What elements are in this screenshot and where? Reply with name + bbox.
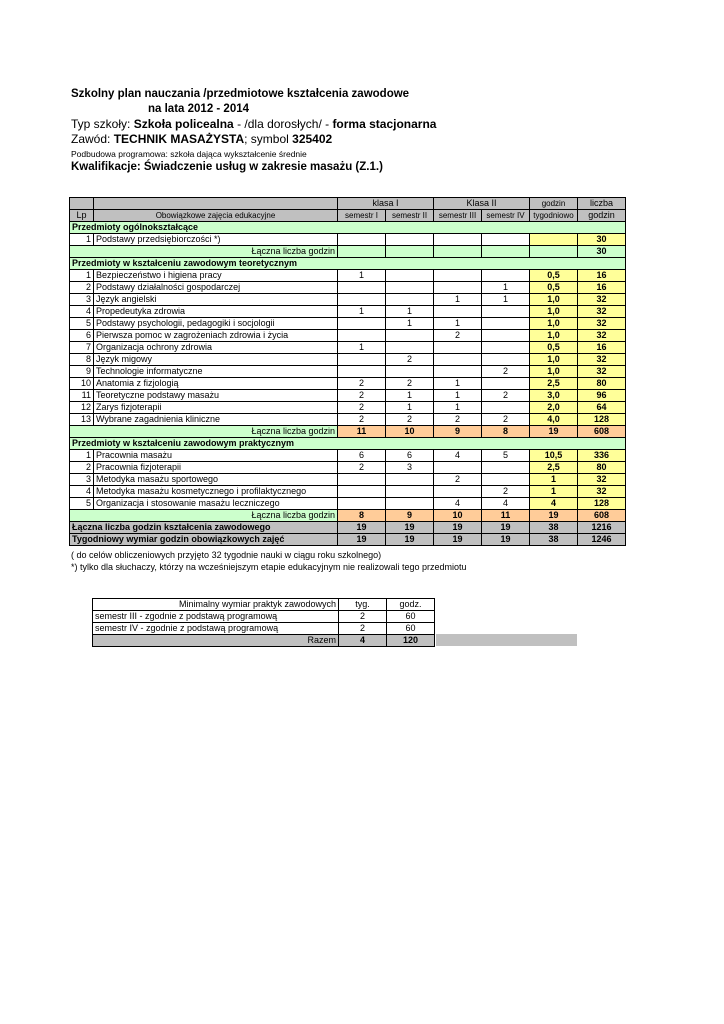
table-row <box>70 474 626 486</box>
row-weekly <box>530 234 578 246</box>
row-s3 <box>434 462 482 474</box>
row-total: 32 <box>578 486 626 498</box>
practice-sum-weeks: 4 <box>339 635 387 647</box>
practice-gray-bar <box>436 634 577 646</box>
section-title: Przedmioty w kształceniu zawodowym praktycznym <box>70 438 626 450</box>
row-s1 <box>338 498 386 510</box>
total-weekly-row-s1: 19 <box>338 534 386 546</box>
sum-s2: 10 <box>386 426 434 438</box>
practice-weeks: 2 <box>339 623 387 635</box>
sum-s2: 9 <box>386 510 434 522</box>
row-s4 <box>482 462 530 474</box>
total-vocational-row-week: 38 <box>530 522 578 534</box>
row-s4: 2 <box>482 486 530 498</box>
table-row <box>70 450 626 462</box>
row-weekly: 2,5 <box>530 378 578 390</box>
sum-s4: 11 <box>482 510 530 522</box>
row-s1 <box>338 282 386 294</box>
row-s1: 1 <box>338 306 386 318</box>
practice-hours: 60 <box>387 623 435 635</box>
row-s4 <box>482 378 530 390</box>
row-s4 <box>482 474 530 486</box>
practice-row <box>93 611 435 623</box>
footnote-asterisk: *) tylko dla słuchaczy, którzy na wcześniejszym etapie edukacyjnym nie realizowali tego przedmiotu <box>71 562 467 572</box>
row-s4 <box>482 342 530 354</box>
school-type-label: Typ szkoły: <box>71 117 134 131</box>
row-subject: Wybrane zagadnienia kliniczne <box>94 414 338 426</box>
row-weekly: 0,5 <box>530 342 578 354</box>
sum-s1 <box>338 246 386 258</box>
row-subject: Pierwsza pomoc w zagrożeniach zdrowia i życia <box>94 330 338 342</box>
row-weekly: 1,0 <box>530 330 578 342</box>
practice-label: semestr III - zgodnie z podstawą programową <box>93 611 339 623</box>
row-lp: 1 <box>70 234 94 246</box>
table-row <box>70 402 626 414</box>
row-s4 <box>482 354 530 366</box>
row-s1: 2 <box>338 402 386 414</box>
row-subject: Pracownia fizjoterapii <box>94 462 338 474</box>
section-title: Przedmioty w kształceniu zawodowym teoretycznym <box>70 258 626 270</box>
row-lp: 2 <box>70 282 94 294</box>
row-total: 64 <box>578 402 626 414</box>
practice-row <box>93 623 435 635</box>
row-s4: 2 <box>482 390 530 402</box>
sum-s4 <box>482 246 530 258</box>
row-subject: Anatomia z fizjologią <box>94 378 338 390</box>
footnote-weeks: ( do celów obliczeniowych przyjęto 32 tygodnie nauki w ciągu roku szkolnego) <box>71 550 382 560</box>
sum-weekly <box>530 246 578 258</box>
row-lp: 7 <box>70 342 94 354</box>
row-weekly: 4 <box>530 498 578 510</box>
sum-s1: 11 <box>338 426 386 438</box>
row-s3 <box>434 342 482 354</box>
row-weekly: 0,5 <box>530 282 578 294</box>
row-lp: 9 <box>70 366 94 378</box>
row-subject: Organizacja i stosowanie masażu leczniczego <box>94 498 338 510</box>
table-row <box>70 486 626 498</box>
table-row <box>70 342 626 354</box>
school-type-mid: - /dla dorosłych/ - <box>233 117 333 131</box>
header-semester-3: semestr III <box>434 210 482 222</box>
row-total: 128 <box>578 414 626 426</box>
row-total: 80 <box>578 378 626 390</box>
row-s2 <box>386 342 434 354</box>
row-s4 <box>482 402 530 414</box>
school-form: forma stacjonarna <box>332 117 437 131</box>
header-tygodniowo: tygodniowo <box>530 210 578 222</box>
row-lp: 4 <box>70 486 94 498</box>
row-s3 <box>434 366 482 378</box>
total-weekly-row-total: 1246 <box>578 534 626 546</box>
row-s4 <box>482 270 530 282</box>
school-type <box>71 117 571 132</box>
total-weekly-row-s4: 19 <box>482 534 530 546</box>
row-s1: 1 <box>338 342 386 354</box>
row-s1 <box>338 294 386 306</box>
row-lp: 5 <box>70 498 94 510</box>
row-s3 <box>434 354 482 366</box>
total-weekly-row-s2: 19 <box>386 534 434 546</box>
sum-s1: 8 <box>338 510 386 522</box>
row-s2 <box>386 474 434 486</box>
row-s3: 4 <box>434 450 482 462</box>
table-row <box>70 390 626 402</box>
row-s1: 2 <box>338 378 386 390</box>
table-row <box>70 414 626 426</box>
total-vocational-row-total: 1216 <box>578 522 626 534</box>
school-type-value: Szkoła policealna <box>133 117 234 131</box>
row-weekly: 1,0 <box>530 318 578 330</box>
row-s3: 1 <box>434 390 482 402</box>
row-s4: 1 <box>482 282 530 294</box>
row-s2: 3 <box>386 462 434 474</box>
row-weekly: 1,0 <box>530 366 578 378</box>
header-subjects: Obowiązkowe zajęcia edukacyjne <box>94 210 338 222</box>
row-s1 <box>338 474 386 486</box>
row-subject: Metodyka masażu sportowego <box>94 474 338 486</box>
header-blank <box>70 198 94 210</box>
program-basis: Podbudowa programowa: szkoła dająca wykształcenie średnie <box>71 149 307 159</box>
section-header-row <box>70 258 626 270</box>
row-s4: 4 <box>482 498 530 510</box>
total-weekly-row-s3: 19 <box>434 534 482 546</box>
section-header-row <box>70 222 626 234</box>
row-total: 16 <box>578 282 626 294</box>
row-weekly: 2,5 <box>530 462 578 474</box>
row-s1: 2 <box>338 390 386 402</box>
footnotes <box>71 549 467 573</box>
table-row <box>70 306 626 318</box>
sum-s3: 9 <box>434 426 482 438</box>
row-total: 96 <box>578 390 626 402</box>
practice-label: semestr IV - zgodnie z podstawą programową <box>93 623 339 635</box>
row-s1 <box>338 318 386 330</box>
row-weekly: 4,0 <box>530 414 578 426</box>
table-row <box>70 234 626 246</box>
row-s4 <box>482 234 530 246</box>
row-weekly: 3,0 <box>530 390 578 402</box>
row-s3 <box>434 306 482 318</box>
practice-col-hours: godz. <box>387 599 435 611</box>
practice-header: Minimalny wymiar praktyk zawodowych <box>93 599 339 611</box>
sum-s4: 8 <box>482 426 530 438</box>
row-weekly: 1 <box>530 486 578 498</box>
row-lp: 8 <box>70 354 94 366</box>
row-weekly: 1 <box>530 474 578 486</box>
row-subject: Podstawy psychologii, pedagogiki i socjologii <box>94 318 338 330</box>
practice-sum-label: Razem <box>93 635 339 647</box>
row-s2: 2 <box>386 378 434 390</box>
row-total: 32 <box>578 318 626 330</box>
row-s3: 1 <box>434 402 482 414</box>
row-weekly: 2,0 <box>530 402 578 414</box>
total-vocational-row-s4: 19 <box>482 522 530 534</box>
sum-weekly: 19 <box>530 426 578 438</box>
header-godzin: godzin <box>530 198 578 210</box>
row-lp: 4 <box>70 306 94 318</box>
header-godzin-total: godzin <box>578 210 626 222</box>
row-subject: Podstawy działalności gospodarczej <box>94 282 338 294</box>
section-title: Przedmioty ogólnokształcące <box>70 222 626 234</box>
practice-sum-row <box>93 635 435 647</box>
row-s4 <box>482 318 530 330</box>
row-weekly: 1,0 <box>530 294 578 306</box>
row-s1 <box>338 366 386 378</box>
row-total: 336 <box>578 450 626 462</box>
table-row <box>70 378 626 390</box>
sum-row <box>70 426 626 438</box>
row-s2: 1 <box>386 390 434 402</box>
profession-label: Zawód: <box>71 132 114 146</box>
row-s2 <box>386 366 434 378</box>
row-lp: 13 <box>70 414 94 426</box>
sum-label: Łączna liczba godzin <box>70 246 338 258</box>
row-s3: 2 <box>434 330 482 342</box>
table-row <box>70 282 626 294</box>
row-weekly: 0,5 <box>530 270 578 282</box>
profession <box>71 132 571 147</box>
document-header <box>71 87 571 175</box>
table-row <box>70 270 626 282</box>
row-lp: 6 <box>70 330 94 342</box>
profession-mid: ; symbol <box>244 132 293 146</box>
row-s2: 1 <box>386 306 434 318</box>
row-s2 <box>386 270 434 282</box>
row-weekly: 1,0 <box>530 306 578 318</box>
total-weekly-row <box>70 534 626 546</box>
total-vocational-row-s1: 19 <box>338 522 386 534</box>
row-s4: 2 <box>482 366 530 378</box>
row-s3: 1 <box>434 318 482 330</box>
row-total: 32 <box>578 354 626 366</box>
sum-total: 30 <box>578 246 626 258</box>
row-subject: Podstawy przedsiębiorczości *) <box>94 234 338 246</box>
row-weekly: 1,0 <box>530 354 578 366</box>
practice-hours: 60 <box>387 611 435 623</box>
total-weekly-row-label: Tygodniowy wymiar godzin obowiązkowych zajęć <box>70 534 338 546</box>
row-s1 <box>338 330 386 342</box>
row-lp: 3 <box>70 474 94 486</box>
row-total: 16 <box>578 270 626 282</box>
row-s1 <box>338 354 386 366</box>
sum-s3: 10 <box>434 510 482 522</box>
total-vocational-row-s3: 19 <box>434 522 482 534</box>
title-line-1: Szkolny plan nauczania /przedmiotowe kształcenia zawodowe <box>71 88 410 100</box>
row-s3: 2 <box>434 414 482 426</box>
title-line-2: na lata 2012 - 2014 <box>148 103 250 115</box>
row-s3: 4 <box>434 498 482 510</box>
profession-code: 325402 <box>292 132 333 146</box>
header-blank <box>94 198 338 210</box>
row-subject: Język angielski <box>94 294 338 306</box>
table-row <box>70 330 626 342</box>
sum-row <box>70 246 626 258</box>
row-s2: 1 <box>386 402 434 414</box>
row-total: 30 <box>578 234 626 246</box>
sum-label: Łączna liczba godzin <box>70 426 338 438</box>
row-s1 <box>338 234 386 246</box>
header-semester-4: semestr IV <box>482 210 530 222</box>
row-total: 32 <box>578 474 626 486</box>
row-lp: 1 <box>70 270 94 282</box>
sum-s2 <box>386 246 434 258</box>
header-semester-2: semestr II <box>386 210 434 222</box>
row-lp: 11 <box>70 390 94 402</box>
header-semester-1: semestr I <box>338 210 386 222</box>
row-total: 32 <box>578 366 626 378</box>
row-subject: Teoretyczne podstawy masażu <box>94 390 338 402</box>
table-row <box>70 294 626 306</box>
row-lp: 12 <box>70 402 94 414</box>
row-total: 128 <box>578 498 626 510</box>
row-s3 <box>434 486 482 498</box>
row-s2 <box>386 486 434 498</box>
total-vocational-row-label: Łączna liczba godzin kształcenia zawodowego <box>70 522 338 534</box>
practice-sum-hours: 120 <box>387 635 435 647</box>
row-s1 <box>338 486 386 498</box>
row-subject: Bezpieczeństwo i higiena pracy <box>94 270 338 282</box>
qualification: Kwalifikacje: Świadczenie usług w zakresie masażu (Z.1.) <box>71 161 383 173</box>
row-s2 <box>386 282 434 294</box>
table-row <box>70 354 626 366</box>
row-subject: Zarys fizjoterapii <box>94 402 338 414</box>
row-s1: 2 <box>338 462 386 474</box>
row-s4: 2 <box>482 414 530 426</box>
row-subject: Organizacja ochrony zdrowia <box>94 342 338 354</box>
row-s2 <box>386 330 434 342</box>
row-s2: 2 <box>386 414 434 426</box>
row-lp: 10 <box>70 378 94 390</box>
total-vocational-row-s2: 19 <box>386 522 434 534</box>
row-total: 32 <box>578 306 626 318</box>
row-weekly: 10,5 <box>530 450 578 462</box>
table-row <box>70 366 626 378</box>
header-klasa-1: klasa I <box>338 198 434 210</box>
row-total: 16 <box>578 342 626 354</box>
header-klasa-2: Klasa II <box>434 198 530 210</box>
row-s3 <box>434 270 482 282</box>
table-row <box>70 318 626 330</box>
row-lp: 5 <box>70 318 94 330</box>
header-liczba: liczba <box>578 198 626 210</box>
row-total: 32 <box>578 330 626 342</box>
row-s3 <box>434 282 482 294</box>
row-s2: 1 <box>386 318 434 330</box>
header-lp: Lp <box>70 210 94 222</box>
table-row <box>70 498 626 510</box>
row-s2 <box>386 234 434 246</box>
sum-total: 608 <box>578 510 626 522</box>
row-s4: 5 <box>482 450 530 462</box>
sum-s3 <box>434 246 482 258</box>
row-s2 <box>386 294 434 306</box>
curriculum-table <box>69 197 626 546</box>
sum-total: 608 <box>578 426 626 438</box>
row-s4 <box>482 306 530 318</box>
row-subject: Technologie informatyczne <box>94 366 338 378</box>
total-vocational-row <box>70 522 626 534</box>
row-subject: Język migowy <box>94 354 338 366</box>
row-s2 <box>386 498 434 510</box>
practice-weeks: 2 <box>339 611 387 623</box>
row-subject: Propedeutyka zdrowia <box>94 306 338 318</box>
row-total: 32 <box>578 294 626 306</box>
row-s3: 1 <box>434 378 482 390</box>
row-total: 80 <box>578 462 626 474</box>
sum-weekly: 19 <box>530 510 578 522</box>
row-s1: 2 <box>338 414 386 426</box>
row-s1: 1 <box>338 270 386 282</box>
row-s4: 1 <box>482 294 530 306</box>
row-s2: 6 <box>386 450 434 462</box>
row-s3: 2 <box>434 474 482 486</box>
row-lp: 3 <box>70 294 94 306</box>
row-subject: Pracownia masażu <box>94 450 338 462</box>
profession-name: TECHNIK MASAŻYSTA <box>113 132 245 146</box>
table-row <box>70 462 626 474</box>
sum-row <box>70 510 626 522</box>
practice-col-weeks: tyg. <box>339 599 387 611</box>
practice-table <box>92 598 435 647</box>
total-weekly-row-week: 38 <box>530 534 578 546</box>
row-lp: 2 <box>70 462 94 474</box>
row-s3 <box>434 234 482 246</box>
row-subject: Metodyka masażu kosmetycznego i profilaktycznego <box>94 486 338 498</box>
sum-label: Łączna liczba godzin <box>70 510 338 522</box>
row-s3: 1 <box>434 294 482 306</box>
row-s2: 2 <box>386 354 434 366</box>
section-header-row <box>70 438 626 450</box>
row-s4 <box>482 330 530 342</box>
row-lp: 1 <box>70 450 94 462</box>
row-s1: 6 <box>338 450 386 462</box>
